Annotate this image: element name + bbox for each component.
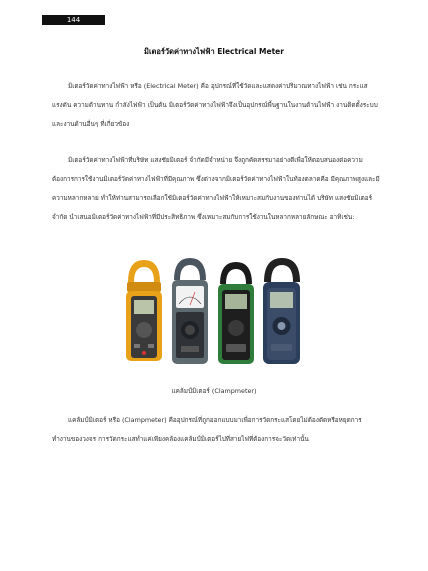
page-number: 144	[42, 15, 105, 25]
clamp-meters-photo	[124, 258, 300, 368]
section-title: มิเตอร์วัดค่าทางไฟฟ้า Electrical Meter	[144, 47, 284, 56]
clamp-meter-yellow	[126, 260, 162, 361]
paragraph-clampmeter: แคล้มป์มิเตอร์ หรือ (Clampmeter) คืออุปกรณ์ที่ถูกออกแบบมาเพื่อการวัดกระแสโดยไม่ต้องตัดหรือหยุดการทำงานของวงจร การวัดกระแสทำแค่เพียงคล้องแคล้มป์มิเตอร์ไปที่สายไฟที่ต้องการจะวัดเท่านั้น	[52, 416, 362, 443]
clamp-meter-navy	[263, 258, 300, 364]
paragraph-intro: มิเตอร์วัดค่าทางไฟฟ้า หรือ (Electrical Meter) คือ อุปกรณ์ที่ใช้วัดและแสดงค่าปริมาณทางไฟฟ้า เช่น กระแส แรงดัน ความต้านทาน กำลังไฟฟ้า เป็นต้น มิเตอร์วัดค่าทางไฟฟ้าจึงเป็นอุปกรณ์พื้นฐานในงานด้านไฟฟ้า งานติดตั้งระบบ และงานด้านอื่นๆ ที่เกี่ยวข้อง	[52, 82, 378, 128]
clamp-meter-analog	[172, 258, 208, 364]
paragraph-company: มิเตอร์วัดค่าทางไฟฟ้าที่บริษัท แสงชัยมิเตอร์ จำกัดมีจำหน่าย จึงถูกคัดสรรมาอย่างดีเพื่อให้ตอบสนองต่อความต้องการการใช้งานมิเตอร์วัดค่าทางไฟฟ้าที่มีคุณภาพ ซึ่งต่างจากมิเตอร์วัดค่าทางไฟฟ้าในท้องตลาดคือ มีคุณภาพสูงและมีความหลากหลาย ทำให้ท่านสามารถเลือกใช้มิเตอร์วัดค่าทางไฟฟ้าให้เหมาะสมกับงานของท่านได้ บริษัท แสงชัยมิเตอร์ จำกัด นำเสนอมิเตอร์วัดค่าทางไฟฟ้าที่มีประสิทธิภาพ ซึ่งเหมาะสมกับการใช้งานในหลากหลายลักษณะ อาทิเช่น:	[52, 156, 380, 221]
clamp-meter-green	[218, 262, 254, 364]
image-caption: แคล้มป์มิเตอร์ (Clampmeter)	[171, 387, 257, 395]
